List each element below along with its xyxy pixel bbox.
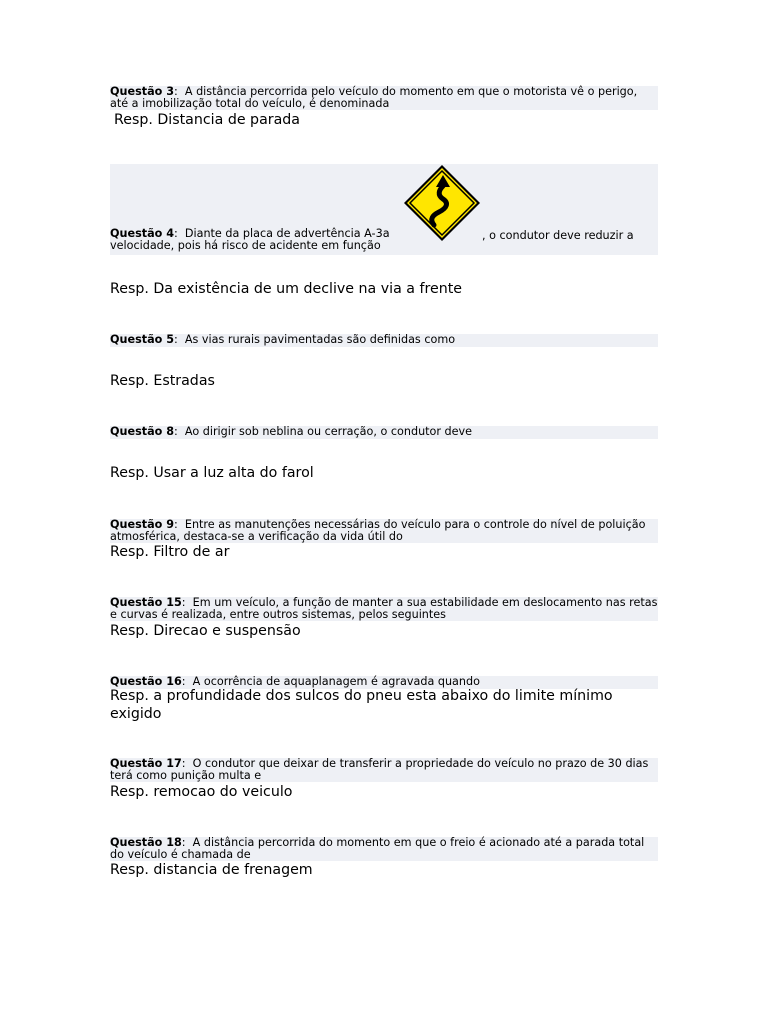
question-text: As vias rurais pavimentadas são definidas como [184,333,456,346]
question-text-tail: , o condutor deve reduzir a [482,229,634,242]
question-text-continued: velocidade, pois há risco de acidente em função [110,239,381,253]
question-text: A distância percorrida do momento em que o freio é acionado até a parada total do veículo é chamada de [110,836,645,862]
winding-road-warning-sign-icon [403,164,481,242]
answer-5: Resp. Estradas [110,373,215,389]
answer-8: Resp. Usar a luz alta do farol [110,465,314,481]
answer-9: Resp. Filtro de ar [110,544,230,560]
question-text: Diante da placa de advertência A-3a [184,227,390,240]
question-label: Questão 15 [110,596,182,609]
question-text: A distância percorrida pelo veículo do momento em que o motorista vê o perigo, até a imobilização total do veículo, é denominada [110,85,638,111]
question-3: Questão 3: A distância percorrida pelo veículo do momento em que o motorista vê o perigo, até a imobilização total do veículo, é denominada [110,86,658,110]
question-label: Questão 9 [110,518,174,531]
question-label: Questão 8 [110,425,174,438]
answer-16: Resp. a profundidade dos sulcos do pneu esta abaixo do limite mínimo exigido [110,688,613,722]
answer-18: Resp. distancia de frenagem [110,862,313,878]
answer-4: Resp. Da existência de um declive na via a frente [110,281,463,297]
question-text: Ao dirigir sob neblina ou cerração, o condutor deve [184,425,473,438]
question-4: Questão 4: Diante da placa de advertência A-3a velocidade, pois há risco de acidente em função [110,164,658,255]
question-label: Questão 3 [110,85,174,98]
question-18: Questão 18: A distância percorrida do momento em que o freio é acionado até a parada total do veículo é chamada de [110,837,658,861]
question-16: Questão 16: A ocorrência de aquaplanagem é agravada quando [110,676,658,689]
question-label: Questão 18 [110,836,182,849]
question-label: Questão 17 [110,757,182,770]
question-15: Questão 15: Em um veículo, a função de manter a sua estabilidade em deslocamento nas retas e curvas é realizada, entre outros sistemas, pelos seguintes [110,596,658,622]
question-5: Questão 5: As vias rurais pavimentadas são definidas como [110,334,658,347]
question-label: Questão 4 [110,227,174,240]
question-text: Em um veículo, a função de manter a sua estabilidade em deslocamento nas retas e curvas é realizada, entre outros sistemas, pelos seguintes [110,596,658,622]
question-text: Entre as manutenções necessárias do veículo para o controle do nível de poluição atmosférica, destaca-se a verificação da vida útil do [110,518,646,544]
question-label: Questão 5 [110,333,174,346]
answer-15: Resp. Direcao e suspensão [110,623,301,639]
question-8: Questão 8: Ao dirigir sob neblina ou cerração, o condutor deve [110,426,658,439]
answer-17: Resp. remocao do veiculo [110,784,293,800]
question-9: Questão 9: Entre as manutenções necessárias do veículo para o controle do nível de poluição atmosférica, destaca-se a verificação da vida útil do [110,519,658,543]
answer-3: Resp. Distancia de parada [114,112,300,128]
question-17: Questão 17: O condutor que deixar de transferir a propriedade do veículo no prazo de 30 dias terá como punição multa e [110,758,658,782]
question-label: Questão 16 [110,675,182,688]
question-text: A ocorrência de aquaplanagem é agravada quando [192,675,480,688]
question-text: O condutor que deixar de transferir a propriedade do veículo no prazo de 30 dias terá como punição multa e [110,757,649,783]
